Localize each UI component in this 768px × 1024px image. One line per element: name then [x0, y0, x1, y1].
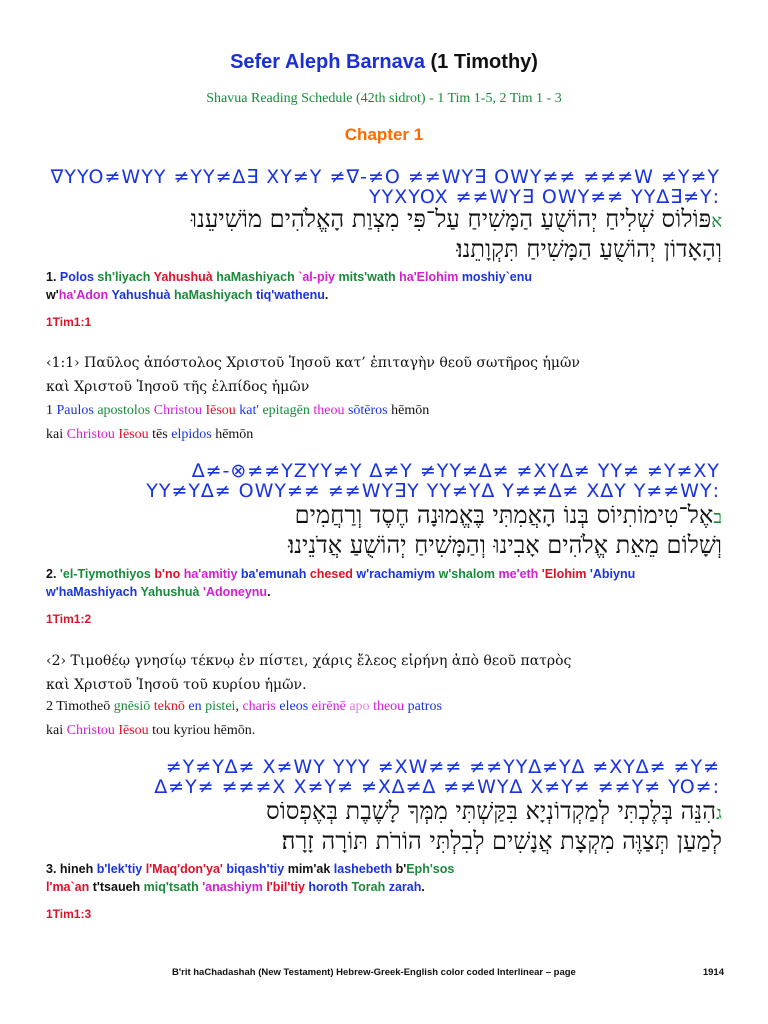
hebrew-text: אֶל־טִימוֹתִיוֹס בְּנוֹ הָאֲמִתִּי בֶּאֱמוּנָה חֶסֶד וְרַחֲמִים	[294, 501, 714, 529]
word-segment: ha'amitiy	[183, 567, 241, 581]
word-segment: b'	[395, 862, 407, 876]
word-segment: mim'ak	[287, 862, 334, 876]
word-segment: apo	[349, 699, 374, 714]
word-segment: mits'wath	[338, 270, 400, 284]
word-segment: patros	[407, 699, 442, 714]
word-segment: zarah	[388, 880, 422, 894]
word-segment: lashebeth	[333, 862, 396, 876]
greek-transliteration-line	[46, 720, 728, 742]
word-segment: 'Adoneynu	[202, 585, 268, 599]
hebrew-line: לְמַעַן תְּצַוֶּה מִקְצָת אֲנָשִׁים לְבִלְתִּי הוֹרֹת תּוֹרָה זָרָה׃	[281, 827, 722, 855]
english-line	[46, 860, 728, 878]
hebrew-line	[60, 204, 722, 237]
word-segment: ,	[235, 699, 243, 714]
word-segment: Yahushuà	[140, 585, 203, 599]
word-segment: w'rachamiym	[356, 567, 439, 581]
word-segment: Paulos	[56, 403, 98, 418]
word-segment: b'no	[154, 567, 184, 581]
paleo-hebrew-line: :≠Y≠ ≠≠≠X X≠Y≠ ≠X∆≠∆ ≠≠WY∆ X≠Y≠ ≠≠Y≠ YO≠∆	[154, 776, 720, 798]
word-segment: en	[188, 699, 206, 714]
word-segment: kat'	[239, 403, 263, 418]
word-segment: .	[267, 585, 271, 599]
english-line	[46, 583, 728, 601]
paleo-hebrew-line: :YY≠Y∆≠ OWY≠≠ ≠≠WY∃Y YY≠Y∆ Y≠≠∆≠ X∆Y Y≠≠WY	[146, 480, 720, 502]
word-segment: .	[251, 723, 256, 738]
word-segment: Yahushuà	[153, 270, 217, 284]
hebrew-line	[60, 796, 722, 829]
word-segment: b'lek'tiy	[96, 862, 146, 876]
hebrew-verse-number: א	[711, 211, 722, 232]
word-segment: horoth	[308, 880, 352, 894]
page-footer	[172, 966, 732, 980]
footer-text: B'rit haChadashah (New Testament) Hebrew-Greek-English color coded Interlinear – page	[172, 967, 576, 978]
word-segment: tiq'wathenu	[255, 288, 325, 302]
title-main: Sefer Aleph Barnava	[230, 51, 425, 73]
word-segment: sōtēros	[347, 403, 392, 418]
verse-reference: 1Tim1:3	[46, 907, 92, 921]
chapter-heading: Chapter 1	[344, 125, 424, 144]
word-segment: chesed	[309, 567, 357, 581]
word-segment: Iēsou	[205, 403, 240, 418]
word-segment: teknō	[153, 699, 189, 714]
word-segment: theou	[373, 699, 408, 714]
word-segment: moshiy`enu	[461, 270, 532, 284]
word-segment: apostolos	[97, 403, 154, 418]
word-segment: .	[421, 880, 425, 894]
english-line	[46, 286, 728, 304]
english-line	[46, 565, 728, 583]
word-segment: haMashiyach	[216, 270, 299, 284]
word-segment: gnēsiō	[113, 699, 154, 714]
word-segment: 'el-Tiymothiyos	[59, 567, 155, 581]
page-title	[0, 48, 768, 76]
word-segment: haMashiyach	[173, 288, 256, 302]
word-segment: ba'emunah	[240, 567, 310, 581]
word-segment: 1	[46, 403, 57, 418]
word-segment: eleos	[279, 699, 312, 714]
word-segment: biqash'tiy	[226, 862, 288, 876]
paleo-hebrew-line: YYO≠WYY ≠YY≠∆∃ XY≠Y ≠∇-≠O ≠≠WY∃ OWY≠≠ ≠≠≠W ≠Y≠Y∇	[50, 166, 720, 188]
word-segment: Torah	[351, 880, 389, 894]
hebrew-line: וְהָאָדוֹן יְהוֹשֻׁעַ הַמָּשִׁיחַ תִּקְוָתֵנוּ׃	[456, 235, 722, 263]
word-segment: Christou	[66, 427, 119, 442]
word-segment: 2.	[46, 567, 60, 581]
greek-line: καὶ Χριστοῦ Ἰησοῦ τοῦ κυρίου ἡμῶν.	[46, 677, 307, 693]
word-segment: 'Elohim	[541, 567, 590, 581]
hebrew-line: וְשָׁלוֹם מֵאֵת אֱלֹהִים אָבִינוּ וְהַמָּשִׁיחַ יְהוֹשֻׁעַ אֲדֹנֵינוּ׃	[288, 531, 722, 559]
word-segment: me'eth	[498, 567, 542, 581]
word-segment: 'Abiynu	[589, 567, 636, 581]
word-segment: kai	[46, 723, 67, 738]
word-segment: l'bil'tiy	[266, 880, 309, 894]
word-segment: t'tsaueh	[92, 880, 144, 894]
paleo-hebrew-line: :YYXYOX ≠≠WY∃ OWY≠≠ YY∆∃≠Y	[369, 186, 720, 208]
word-segment: kai	[46, 427, 67, 442]
english-line	[46, 268, 728, 286]
word-segment: ha'Adon	[58, 288, 112, 302]
word-segment: sh'liyach	[97, 270, 154, 284]
word-segment: charis	[242, 699, 280, 714]
hebrew-verse-number: ב	[713, 507, 722, 528]
verse-reference: 1Tim1:2	[46, 612, 92, 626]
word-segment: Yahushuà	[111, 288, 174, 302]
english-line	[46, 878, 728, 896]
word-segment: hēmōn	[215, 427, 254, 442]
word-segment: ha'Elohim	[399, 270, 462, 284]
greek-transliteration-line	[46, 400, 728, 422]
greek-line: ‹2› Τιμοθέῳ γνησίῳ τέκνῳ ἐν πίστει, χάρις ἔλεος εἰρήνη ἀπὸ θεοῦ πατρὸς	[46, 653, 572, 669]
word-segment: epitagēn	[262, 403, 314, 418]
verse-reference: 1Tim1:1	[46, 315, 92, 329]
word-segment: Eph'sos	[406, 862, 455, 876]
word-segment: pistei	[205, 699, 236, 714]
word-segment: miq'tsath	[143, 880, 203, 894]
hebrew-verse-number: ג	[716, 803, 722, 824]
word-segment: l'ma`an	[46, 880, 93, 894]
word-segment: elpidos	[171, 427, 216, 442]
word-segment: 1.	[46, 270, 60, 284]
word-segment: `al-piy	[298, 270, 339, 284]
word-segment: w'shalom	[438, 567, 499, 581]
word-segment: l'Maq'don'ya'	[145, 862, 227, 876]
word-segment: Christou	[66, 723, 119, 738]
title-paren: (1 Timothy)	[424, 51, 538, 73]
word-segment: Iēsou	[118, 427, 153, 442]
word-segment: Iēsou	[118, 723, 153, 738]
greek-line: ‹1:1› Παῦλος ἀπόστολος Χριστοῦ Ἰησοῦ κατ’ ἐπιταγὴν θεοῦ σωτῆρος ἡμῶν	[46, 355, 580, 371]
word-segment: Timotheō	[56, 699, 114, 714]
paleo-hebrew-line: YZYY≠Y ∆≠Y ≠YY≠∆≠ ≠XY∆≠ YY≠ ≠Y≠XY≠≠⊗-≠∆	[191, 460, 720, 482]
word-segment: hēmōn	[391, 403, 430, 418]
word-segment: tēs	[152, 427, 172, 442]
hebrew-line	[60, 500, 722, 533]
word-segment: .	[324, 288, 329, 302]
word-segment: w'	[46, 288, 59, 302]
word-segment: Christou	[153, 403, 206, 418]
hebrew-text: פּוֹלוֹס שְׁלִיחַ יְהוֹשֻׁעַ הַמָּשִׁיחַ עַל־פִּי מִצְוַת הָאֱלֹהִים מוֹשִׁיעֵנוּ	[190, 205, 712, 233]
word-segment: 3. hineh	[46, 862, 97, 876]
greek-transliteration-line	[46, 424, 728, 446]
word-segment: 2	[46, 699, 57, 714]
word-segment: eirēnē	[311, 699, 350, 714]
paleo-hebrew-line: ≠Y≠Y∆≠ X≠WY YYY ≠XW≠≠ ≠≠YY∆≠Y∆ ≠XY∆≠ ≠Y≠	[165, 756, 720, 778]
word-segment: 'anashiym	[202, 880, 267, 894]
hebrew-text: הִנֵּה בְּלֶכְתִּי לְמַקְדוֹנְיָא בִּקַּשְׁתִּי מִמְּךָ לָשֶׁבֶת בְּאֶפְסוֹס	[265, 797, 717, 825]
greek-transliteration-line	[46, 696, 728, 718]
page-number: 1914	[702, 967, 724, 978]
word-segment: tou kyriou hēmōn	[152, 723, 252, 738]
greek-line: καὶ Χριστοῦ Ἰησοῦ τῆς ἐλπίδος ἡμῶν	[46, 379, 310, 395]
reading-schedule: Shavua Reading Schedule (42th sidrot) - 1 Tim 1-5, 2 Tim 1 - 3	[206, 91, 562, 106]
word-segment: theou	[313, 403, 348, 418]
word-segment: w'haMashiyach	[46, 585, 141, 599]
word-segment: Polos	[59, 270, 98, 284]
